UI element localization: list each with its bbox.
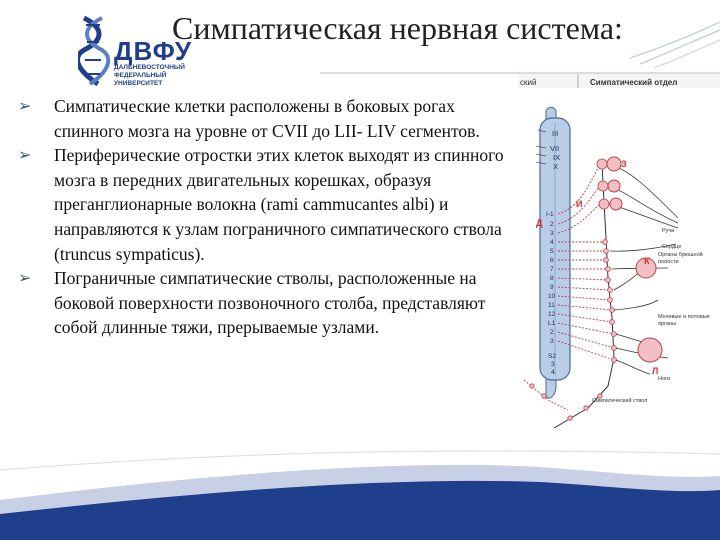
segment-label: VII — [550, 144, 560, 153]
segment-label: 3 — [551, 361, 555, 368]
figure-letter: Л — [652, 366, 659, 376]
bullet-list — [18, 94, 528, 340]
organ-label: Мочевые и половые органы — [658, 314, 710, 327]
organ-label: Ручи — [662, 228, 675, 234]
ganglion — [599, 199, 609, 209]
segment-label: S2 — [548, 353, 556, 360]
organ-label: Органы брюшной полости — [658, 252, 703, 265]
arrow-bullet-icon: ➢ — [18, 268, 32, 288]
bullet-item — [18, 266, 528, 340]
sympathetic-nervous-system-diagram — [518, 68, 720, 428]
trunk-label: Симпатический ствол — [592, 398, 648, 404]
bullet-item — [18, 143, 528, 266]
organ-label: Сердце — [662, 244, 682, 250]
ganglion-cluster — [638, 338, 662, 362]
slide-title: Симпатическая нервная система: — [172, 10, 623, 46]
segment-label: 9 — [550, 284, 554, 291]
segment-label: 4 — [551, 369, 555, 376]
segment-label: III — [552, 129, 559, 138]
segment-label: X — [553, 162, 559, 171]
segment-label: 3 — [550, 230, 554, 237]
bottom-wave-decoration — [0, 440, 720, 540]
ganglion-cluster — [608, 180, 620, 192]
bullet-text: Симпатические клетки расположены в боковых рогах спинного мозга на уровне от СVII до LII- LIV сегментов. — [54, 96, 480, 141]
bullet-text: Периферические отростки этих клеток выходят из спинного мозга в передних двигательных корешках, образуя преганглионарные волокна (rami cammucantes albi) и направляются к узлам пограничного симпатического ствола (truncus sympaticus). — [54, 145, 504, 264]
segment-label: L1 — [548, 320, 556, 327]
arrow-bullet-icon: ➢ — [18, 145, 32, 165]
arrow-bullet-icon: ➢ — [18, 96, 32, 115]
logo-university-name: ДАЛЬНЕВОСТОЧНЫЙ ФЕДЕРАЛЬНЫЙ УНИВЕРСИТЕТ — [114, 64, 185, 87]
figure-letter: К — [644, 256, 650, 266]
segment-label: 2 — [550, 221, 554, 228]
organ-label: Ноги — [658, 376, 671, 382]
figure-header-left: ский — [520, 78, 537, 87]
ganglion — [597, 159, 607, 169]
segment-label: 8 — [550, 275, 554, 282]
segment-label: 7 — [550, 266, 554, 273]
ganglion — [598, 181, 608, 191]
ganglion-cluster — [607, 157, 621, 171]
segment-label: 6 — [550, 257, 554, 264]
bullet-item — [18, 94, 528, 143]
logo-brand: ДВФУ — [114, 36, 193, 66]
segment-label: 10 — [548, 293, 556, 300]
figure-letter: И — [576, 199, 583, 209]
bullet-text: Пограничные симпатические стволы, расположенные на боковой поверхности позвоночного столба, представляют собой длинные тяжи, прерываемые узлами. — [54, 268, 486, 338]
segment-label: 11 — [548, 302, 555, 309]
header-stripes-decoration — [630, 18, 720, 68]
figure-header-right: Симпатический отдел — [590, 78, 678, 87]
ganglion-cluster — [610, 198, 622, 210]
figure-letter: З — [621, 159, 627, 169]
segment-label: 2 — [550, 329, 554, 336]
dna-helix-icon — [78, 16, 112, 86]
segment-label: IX — [553, 153, 561, 162]
segment-label: 4 — [550, 239, 554, 246]
segment-label: 3 — [550, 338, 554, 345]
segment-label: I-1 — [546, 211, 554, 218]
figure-letter: Д — [536, 218, 543, 228]
segment-label: 5 — [550, 248, 554, 255]
segment-label: 12 — [548, 311, 556, 318]
